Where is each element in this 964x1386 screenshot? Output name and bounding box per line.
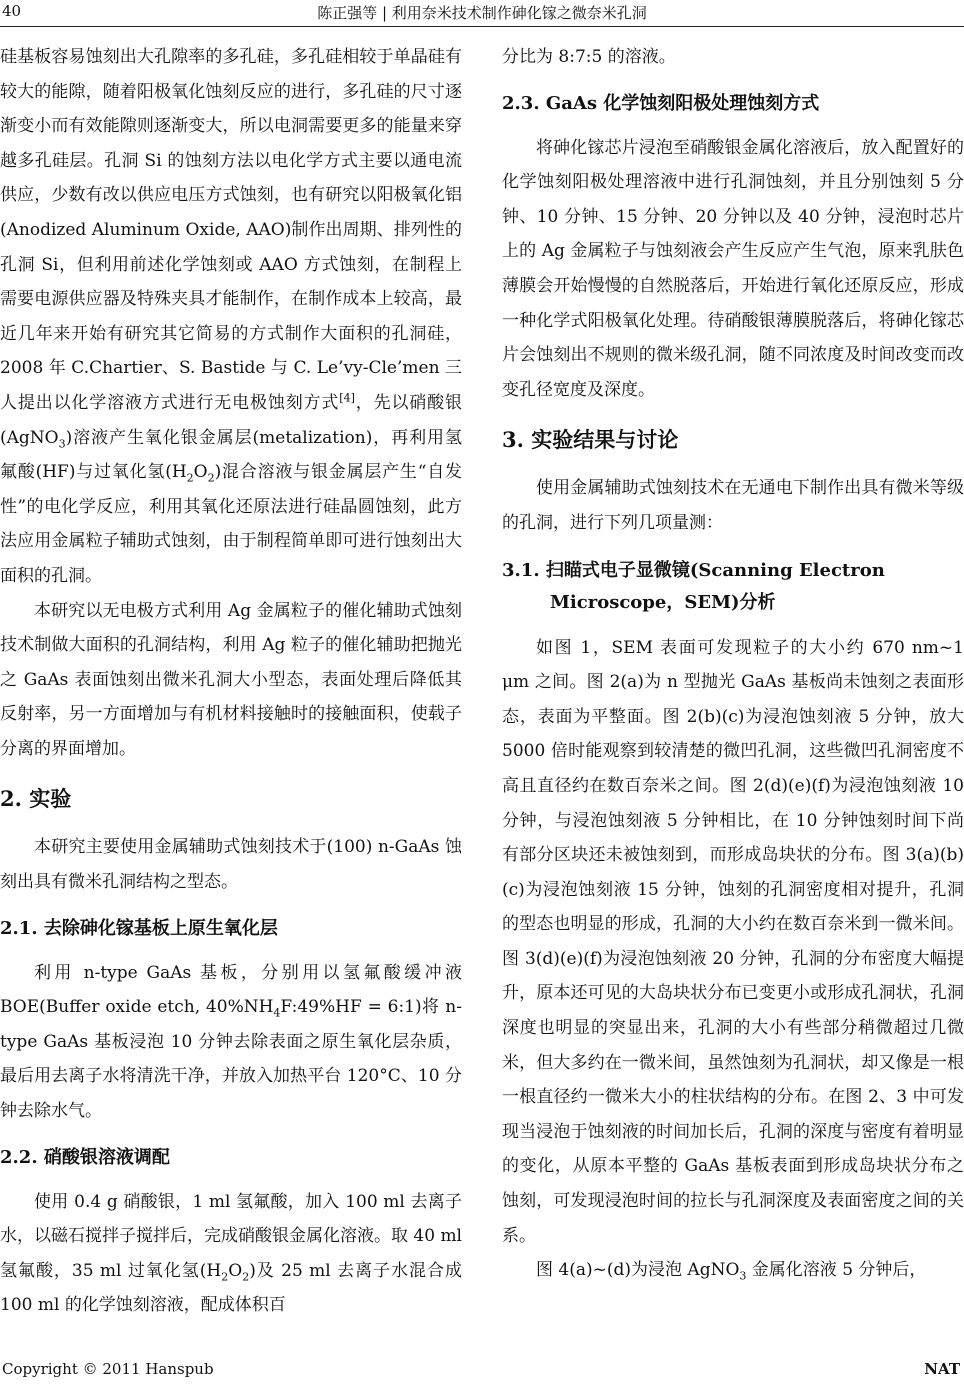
right-column — [502, 40, 964, 1288]
paragraph-oxide-removal: 利用 n-type GaAs 基板，分别用以氢氟酸缓冲液 BOE(Buffer oxide etch, $40\%NH_4F:49\%HF$ = 6:1)将 n-type GaAs 基板浸泡 10 分钟去除表面之原生氧化层杂质，最后用去离子水将清洗干净，并放入加热平台 120°C、10 分钟去除水气。 — [0, 962, 462, 1122]
section-heading-3: 3. 实验结果与讨论 — [502, 427, 679, 453]
citation-ref[interactable]: [4] — [339, 391, 355, 405]
journal-abbrev: NAT — [924, 1360, 960, 1378]
paragraph-results-intro: 使用金属辅助式蚀刻技术在无通电下制作出具有微米等级的孔洞，进行下列几项量测： — [502, 478, 964, 533]
section-heading-2: 2. 实验 — [0, 786, 72, 812]
left-column — [0, 40, 462, 1323]
copyright-notice: Copyright © 2011 Hanspub — [2, 1360, 214, 1378]
paragraph-sem-analysis: 如图 1，SEM 表面可发现粒子的大小约 670 nm~1 μm 之间。图 2(a)为 n 型抛光 GaAs 基板尚未蚀刻之表面形态，表面为平整面。图 2(b)(c)为浸泡蚀刻液 5 分钟，放大 5000 倍时能观察到较清楚的微凹孔洞，这些微凹孔洞密度不高且直径约在数百奈米之间。图 2(d)(e)(f)为浸泡蚀刻液 10 分钟，与浸泡蚀刻液 5 分钟相比，在 10 分钟蚀刻时间下尚有部分区块还未被蚀刻到，而形成岛块状的分布。图 3(a)(b)(c)为浸泡蚀刻液 15 分钟，蚀刻的孔洞密度相对提升，孔洞的型态也明显的形成，孔洞的大小约在数百奈米到一微米间。图 3(d)(e)(f)为浸泡蚀刻液 20 分钟，孔洞的分布密度大幅提升，原本还可见的大岛块状分布已变更小或形成孔洞状，孔洞深度也明显的突显出来，孔洞的大小有些部分稍微超过几微米，但大多约在一微米间，虽然蚀刻为孔洞状，却又像是一根一根直径约一微米大小的柱状结构的分布。在图 2、3 中可发现当浸泡于蚀刻液的时间加长后，孔洞的深度与密度有着明显的变化，从原本平整的 GaAs 基板表面到形成岛块状分布之蚀刻，可发现浸泡时间的拉长与孔洞深度及表面密度之间的关系。 — [502, 637, 964, 1246]
paragraph-experiment: 本研究主要使用金属辅助式蚀刻技术于(100) n-GaAs 蚀刻出具有微米孔洞结构之型态。 — [0, 837, 462, 893]
paragraph-silver-nitrate: 使用 0.4 g 硝酸银，1 ml 氢氟酸，加入 100 ml 去离子水，以磁石搅拌子搅拌后，完成硝酸银金属化溶液。取 40 ml 氢氟酸，35 ml 过氧化氢$(H_2O_2)$及 25 ml 去离子水混合成 100 ml 的化学蚀刻溶液，配成体积百 — [0, 1191, 462, 1316]
section-heading-2-2: 2.2. 硝酸银溶液调配 — [0, 1146, 170, 1168]
paragraph-solution-ratio: 分比为 8:7:5 的溶液。 — [502, 47, 676, 67]
paragraph-etching-method: 将砷化镓芯片浸泡至硝酸银金属化溶液后，放入配置好的化学蚀刻阳极处理溶液中进行孔洞蚀刻，并且分别蚀刻 5 分钟、10 分钟、15 分钟、20 分钟以及 40 分钟，浸泡时芯片上的 Ag 金属粒子与蚀刻液会产生反应产生气泡，原来乳肤色薄膜会开始慢慢的自然脱落后，开始进行氧化还原反应，形成一种化学式阳极氧化处理。待硝酸银薄膜脱落后，将砷化镓芯片会蚀刻出不规则的微米级孔洞，随不同浓度及时间改变而改变孔径宽度及深度。 — [502, 137, 964, 400]
section-heading-2-3: 2.3. GaAs 化学蚀刻阳极处理蚀刻方式 — [502, 92, 820, 114]
paragraph-figure4: 图 4(a)~(d)为浸泡 AgNO$_3$ 金属化溶液 5 分钟后， — [536, 1260, 927, 1283]
page-number: 40 — [2, 2, 22, 20]
section-heading-3-1: 3.1. 扫瞄式电子显微镜(Scanning Electron Microscope，SEM)分析 — [502, 559, 885, 613]
paragraph-intro-continued: 硅基板容易蚀刻出大孔隙率的多孔硅，多孔硅相较于单晶硅有较大的能隙，随着阳极氧化蚀刻反应的进行，多孔硅的尺寸逐渐变小而有效能隙则逐渐变大，所以电洞需要更多的能量来穿越多孔硅层。孔洞 Si 的蚀刻方法以电化学方式主要以通电流供应，少数有改以供应电压方式蚀刻，也有研究以阳极氧化铝(Anodized Aluminum Oxide, AAO)制作出周期、排列性的孔洞 Si，但利用前述化学蚀刻或 AAO 方式蚀刻，在制程上需要电源供应器及特殊夹具才能制作，在制作成本上较高，最近几年来开始有研究其它简易的方式制作大面积的孔洞硅，2008 年 C.Chartier、S. Bastide 与 C. Le’vy-Cle’men 三人提出以化学溶液方式进行无电极蚀刻方式[4]，先以硝酸银(AgNO$_3$)溶液产生氧化银金属层(metalization)，再利用氢氟酸(HF)与过氧化氢$(H_2O_2)$混合溶液与银金属层产生“自发性”的电化学反应，利用其氧化还原法进行硅晶圆蚀刻，此方法应用金属粒子辅助式蚀刻，由于制程简单即可进行蚀刻出大面积的孔洞。 — [0, 47, 463, 586]
running-title: 陈正强等 | 利用奈米技术制作砷化镓之微奈米孔洞 — [317, 4, 647, 22]
paragraph-study-purpose: 本研究以无电极方式利用 Ag 金属粒子的催化辅助式蚀刻技术制做大面积的孔洞结构，利用 Ag 粒子的催化辅助把抛光之 GaAs 表面蚀刻出微米孔洞大小型态，表面处理后降低其反射率，另一方面增加与有机材料接触时的接触面积，使载子分离的界面增加。 — [0, 600, 462, 759]
page-header — [0, 0, 964, 27]
section-heading-2-1: 2.1. 去除砷化镓基板上原生氧化层 — [0, 917, 278, 939]
